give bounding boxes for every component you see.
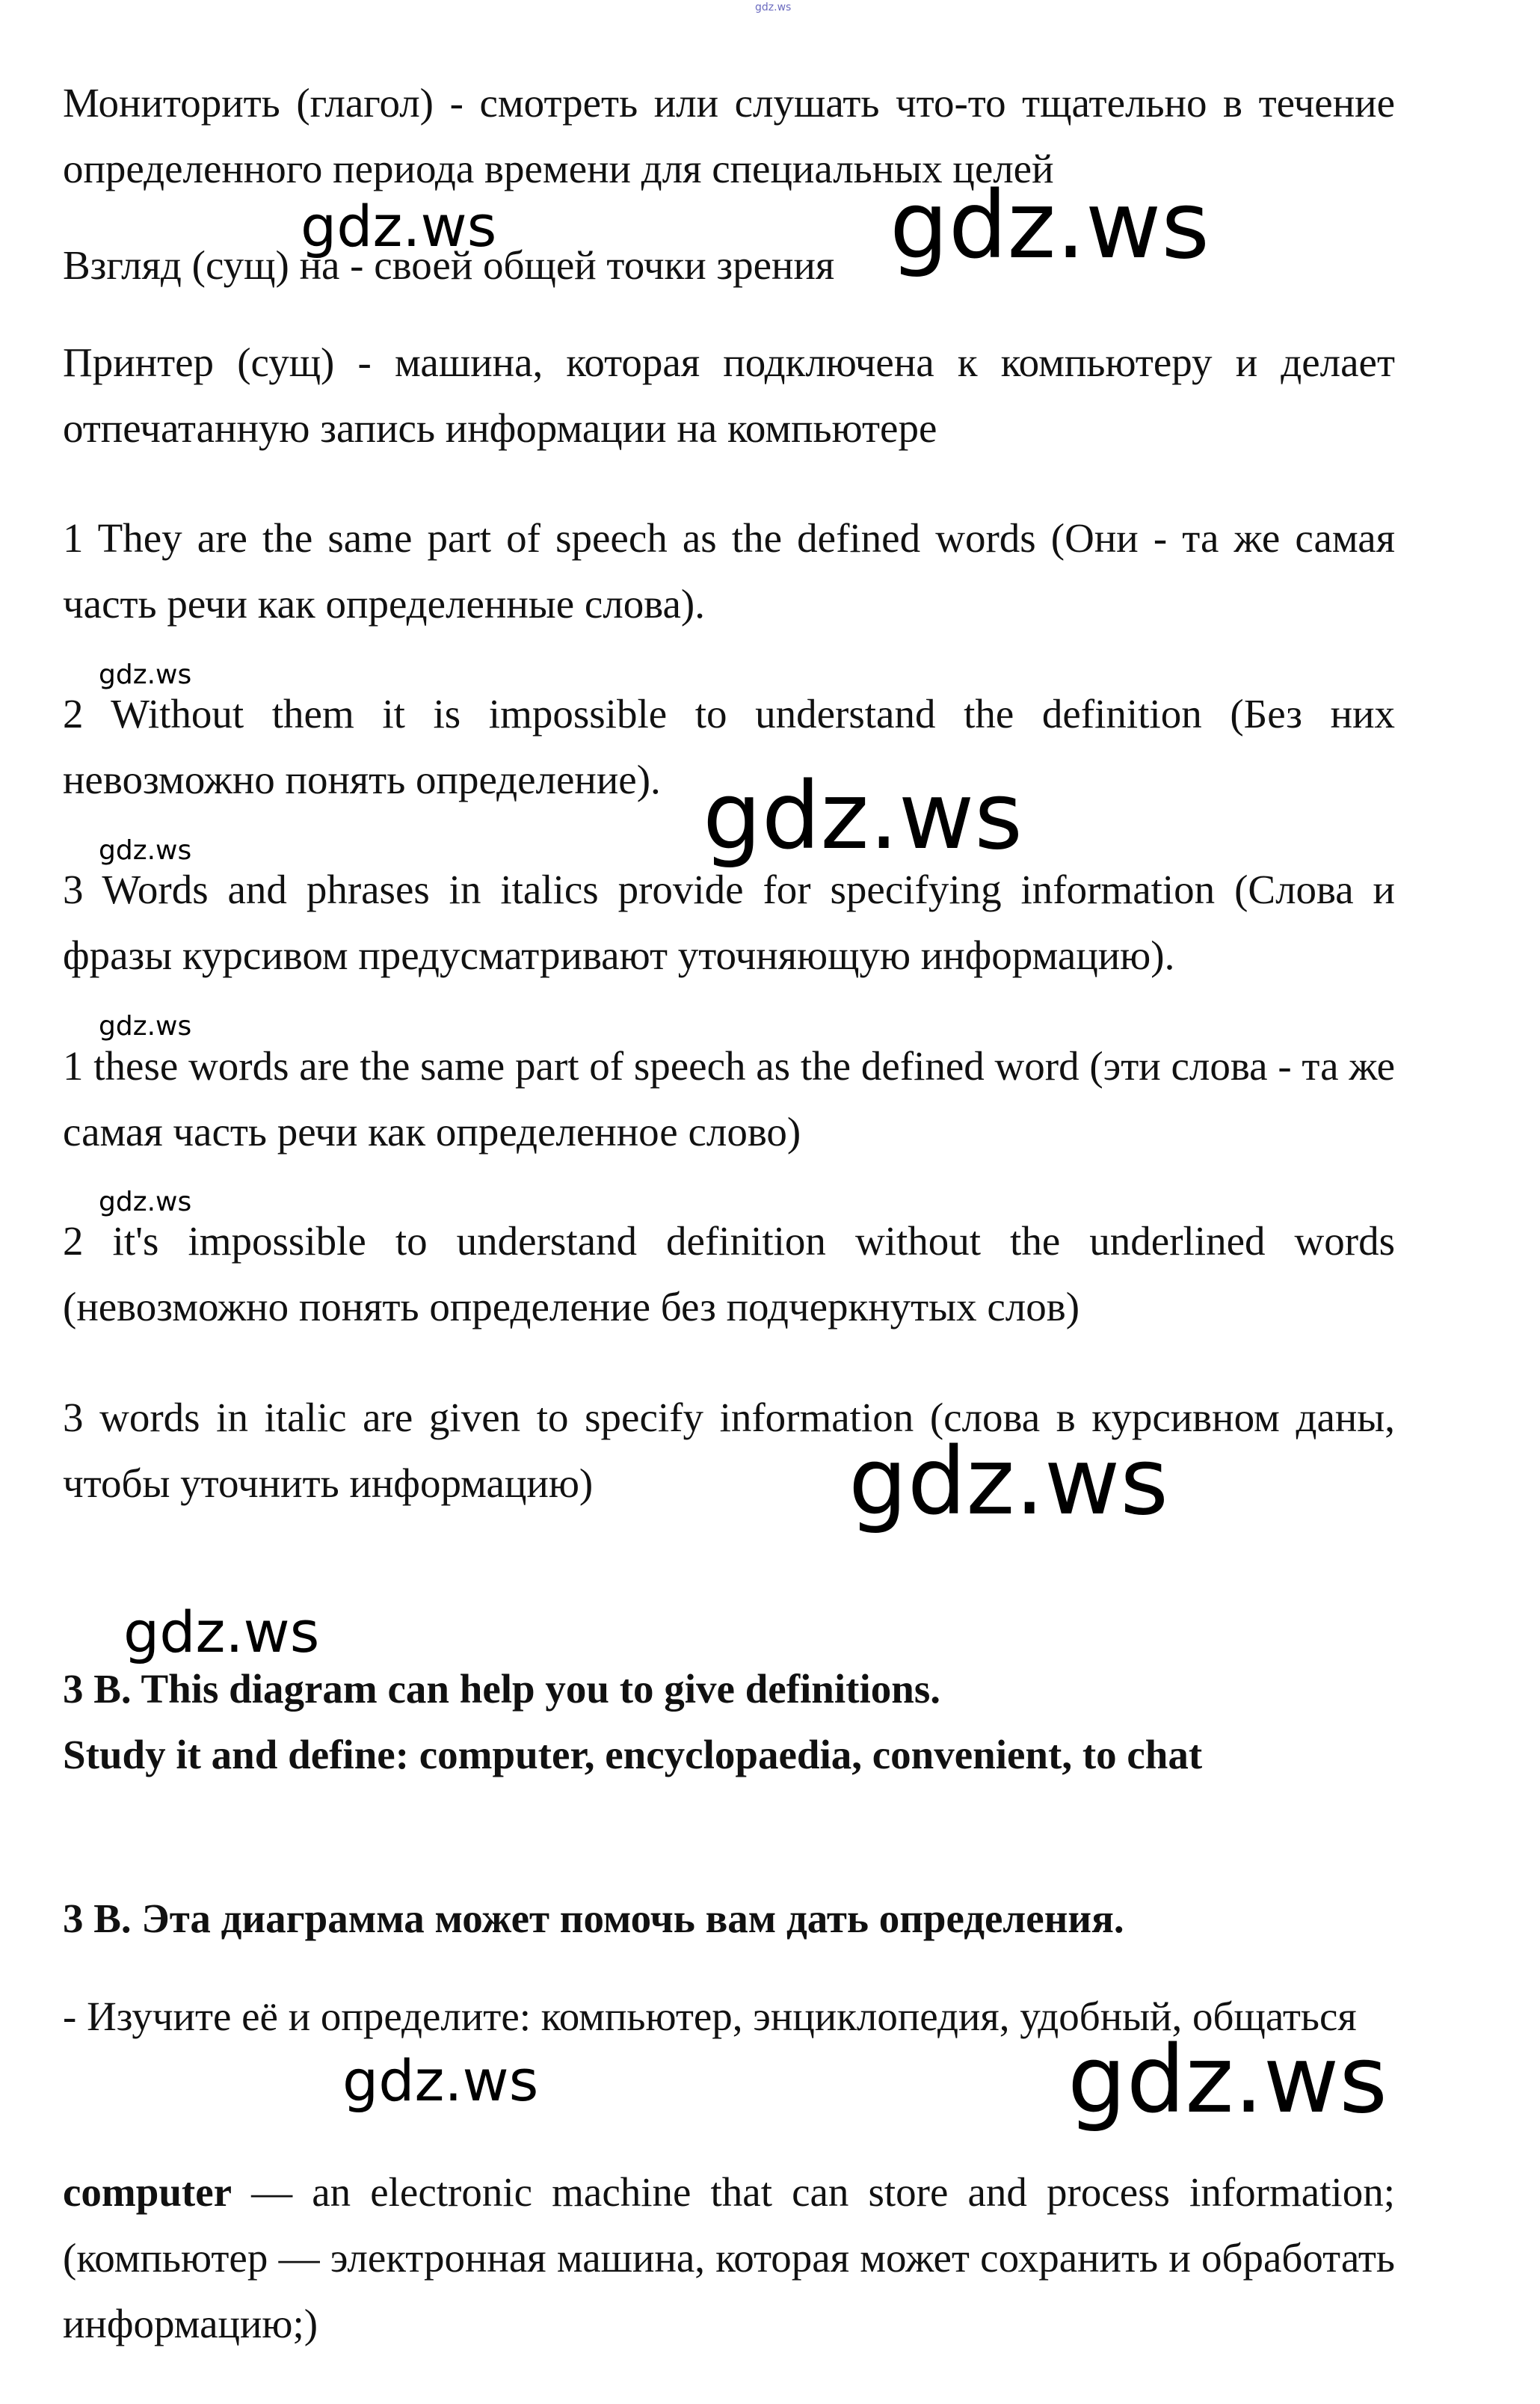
- watermark: gdz.ws: [99, 1187, 192, 1217]
- watermark: gdz.ws: [99, 1011, 192, 1042]
- exercise-heading-ru: 3 B. Эта диаграмма может помочь вам дать определения.: [63, 1896, 1124, 1941]
- watermark: gdz.ws: [703, 763, 1023, 870]
- watermark: gdz.ws: [301, 193, 497, 259]
- paragraph-task-ru: - Изучите её и определите: компьютер, энциклопедия, удобный, общаться: [63, 1993, 1357, 2039]
- paragraph-answer-2: 2 Without them it is impossible to understand the definition (Без них невозможно понять определение).: [63, 691, 1395, 802]
- watermark: gdz.ws: [123, 1599, 320, 1665]
- computer-definition-text: — an electronic machine that can store and process information; (компьютер — электронная машина, которая может сохранить и обработать информацию;): [63, 2169, 1395, 2346]
- paragraph-answer-alt-2: 2 it's impossible to understand definition without the underlined words (невозможно понять определение без подчеркнутых слов): [63, 1218, 1395, 1329]
- watermark: gdz.ws: [848, 1428, 1168, 1536]
- header-watermark: gdz.ws: [755, 1, 792, 13]
- watermark: gdz.ws: [99, 835, 192, 866]
- watermark: gdz.ws: [342, 2047, 539, 2114]
- paragraph-answer-3: 3 Words and phrases in italics provide for specifying information (Слова и фразы курсивом предусматривают уточняющую информацию).: [63, 867, 1395, 978]
- paragraph-answer-alt-3: 3 words in italic are given to specify information (слова в курсивном даны, чтобы уточнить информацию): [63, 1395, 1395, 1506]
- watermark: gdz.ws: [890, 172, 1210, 280]
- exercise-heading-en-line2: Study it and define: computer, encyclopaedia, convenient, to chat: [63, 1732, 1203, 1777]
- paragraph-printer-definition: Принтер (сущ) - машина, которая подключена к компьютеру и делает отпечатанную запись информации на компьютере: [63, 339, 1395, 451]
- term-computer: computer: [63, 2169, 232, 2215]
- paragraph-computer-definition: [63, 2159, 1395, 2357]
- paragraph-monitor-definition: Мониторить (глагол) - смотреть или слушать что-то тщательно в течение определенного периода времени для специальных целей: [63, 80, 1395, 191]
- exercise-heading-en-line1: 3 B. This diagram can help you to give definitions.: [63, 1666, 941, 1712]
- paragraph-answer-1: 1 They are the same part of speech as the defined words (Они - та же самая часть речи как определенные слова).: [63, 515, 1395, 627]
- watermark: gdz.ws: [1068, 2026, 1387, 2134]
- watermark: gdz.ws: [99, 660, 192, 690]
- paragraph-answer-alt-1: 1 these words are the same part of speech as the defined word (эти слова - та же самая часть речи как определенное слово): [63, 1043, 1395, 1155]
- paragraph-view-definition: Взгляд (сущ) на - своей общей точки зрения: [63, 242, 835, 288]
